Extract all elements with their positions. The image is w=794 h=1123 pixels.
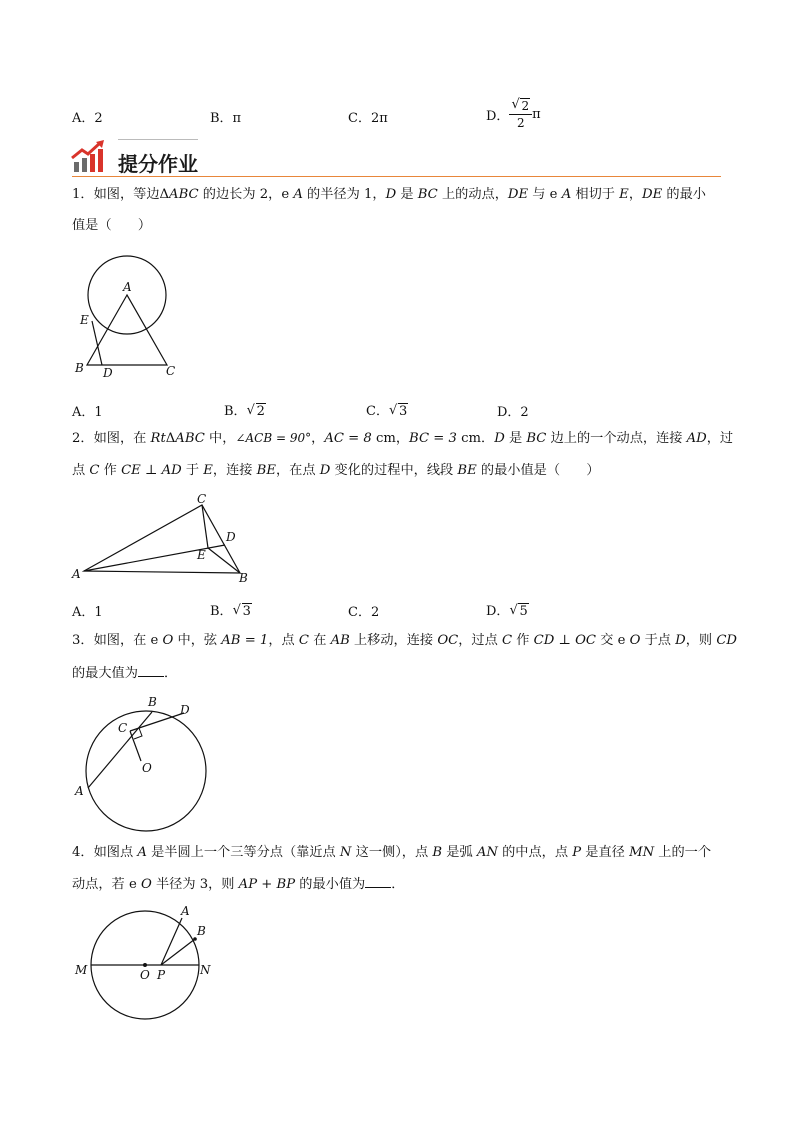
q2-label-d: D: [226, 530, 236, 544]
prev-option-d-num: 2: [521, 99, 530, 113]
q3-label-c: C: [118, 721, 128, 735]
q4-label-p: P: [157, 968, 166, 982]
chart-growth-icon: [70, 140, 108, 174]
q1-segment-de: [92, 321, 102, 365]
q2-line2: 点 C 作 CE ⊥ AD 于 E，连接 BE，在点 D 变化的过程中，线段 BE 的最小值是（ ）: [72, 463, 600, 478]
q4-segment-ap: [161, 918, 182, 965]
q1-option-d: D．2: [497, 405, 529, 420]
prev-option-d-suffix: π: [532, 107, 541, 122]
prev-option-c: C．2π: [348, 111, 388, 126]
prev-option-a: A．2: [72, 111, 103, 126]
q1-label-c: C: [166, 364, 176, 378]
icon-trend-line: [72, 143, 100, 158]
q1-line2: 值是（ ）: [72, 218, 152, 233]
prev-option-d-fraction: [509, 98, 532, 131]
icon-bar-3: [90, 154, 95, 172]
q4-segment-bp: [161, 939, 195, 965]
q3-answer-blank: [138, 664, 164, 677]
prev-option-b: B．π: [210, 111, 242, 126]
q4-label-n: N: [200, 963, 211, 977]
q2-line1: 2．如图，在 RtΔABC 中，∠ACB = 90°，AC = 8 cm，BC = 3 cm．D 是 BC 边上的一个动点，连接 AD，过: [72, 431, 734, 446]
q3-label-o: O: [142, 761, 152, 775]
q3-line1: 3．如图，在 e O 中，弦 AB = 1，点 C 在 AB 上移动，连接 OC，过点 C 作 CD ⊥ OC 交 e O 于点 D，则 CD: [72, 633, 737, 648]
q4-label-a: A: [181, 906, 190, 918]
q4-label-b: B: [197, 924, 206, 938]
q1-label-a: A: [123, 280, 132, 294]
q3-line2: 的最大值为 ．: [72, 666, 178, 681]
prev-option-d-den: 2: [516, 116, 525, 130]
q3-segment-oc: [130, 731, 141, 761]
icon-bar-4: [98, 149, 103, 172]
q3-label-d: D: [180, 703, 190, 717]
q2-option-a: A．1: [72, 605, 103, 620]
q2-segment-be: [208, 548, 240, 573]
q4-label-m: M: [75, 963, 88, 977]
q2-label-b: B: [239, 571, 248, 585]
icon-bar-1: [74, 162, 79, 172]
q4-figure: [72, 906, 222, 1026]
q1-label-e: E: [80, 313, 89, 327]
header-rule: [72, 176, 721, 177]
q2-label-a: A: [72, 567, 81, 581]
q2-label-c: C: [197, 492, 207, 506]
q1-option-c: C．√ 3: [366, 400, 408, 419]
q2-triangle: [84, 505, 240, 573]
q2-option-b: B．√ 3: [210, 600, 252, 619]
q4-label-o: O: [140, 968, 150, 982]
section-title: 提分作业: [118, 152, 198, 176]
q1-line1: 1．如图，等边ΔABC 的边长为 2，e A 的半径为 1，D 是 BC 上的动点，DE 与 e A 相切于 E，DE 的最小: [72, 187, 706, 202]
header-top-rule: [118, 139, 198, 140]
q1-option-a: A．1: [72, 405, 103, 420]
q2-figure: [68, 490, 258, 585]
q1-option-b: B．√ 2: [224, 400, 266, 419]
q4-line1: 4．如图点 A 是半圆上一个三等分点（靠近点 N 这一侧），点 B 是弧 AN 的中点，点 P 是直径 MN 上的一个: [72, 845, 712, 860]
q2-option-c: C．2: [348, 605, 380, 620]
q2-label-e: E: [197, 548, 206, 562]
q4-center-dot: [143, 963, 147, 967]
q1-label-d: D: [103, 366, 113, 380]
q4-answer-blank: [365, 875, 391, 888]
q2-option-d: D．√ 5: [486, 600, 529, 619]
q3-label-b: B: [148, 695, 157, 709]
q3-label-a: A: [75, 784, 84, 798]
q1-figure: [70, 250, 200, 382]
prev-option-d-prefix: D．: [486, 109, 510, 124]
prev-option-d: [486, 98, 541, 131]
q3-segment-cd: [130, 713, 184, 731]
q1-label-b: B: [75, 361, 84, 375]
q3-figure: [72, 694, 222, 834]
icon-bar-2: [82, 158, 87, 172]
q4-line2: 动点，若 e O 半径为 3，则 AP + BP 的最小值为 ．: [72, 877, 405, 892]
